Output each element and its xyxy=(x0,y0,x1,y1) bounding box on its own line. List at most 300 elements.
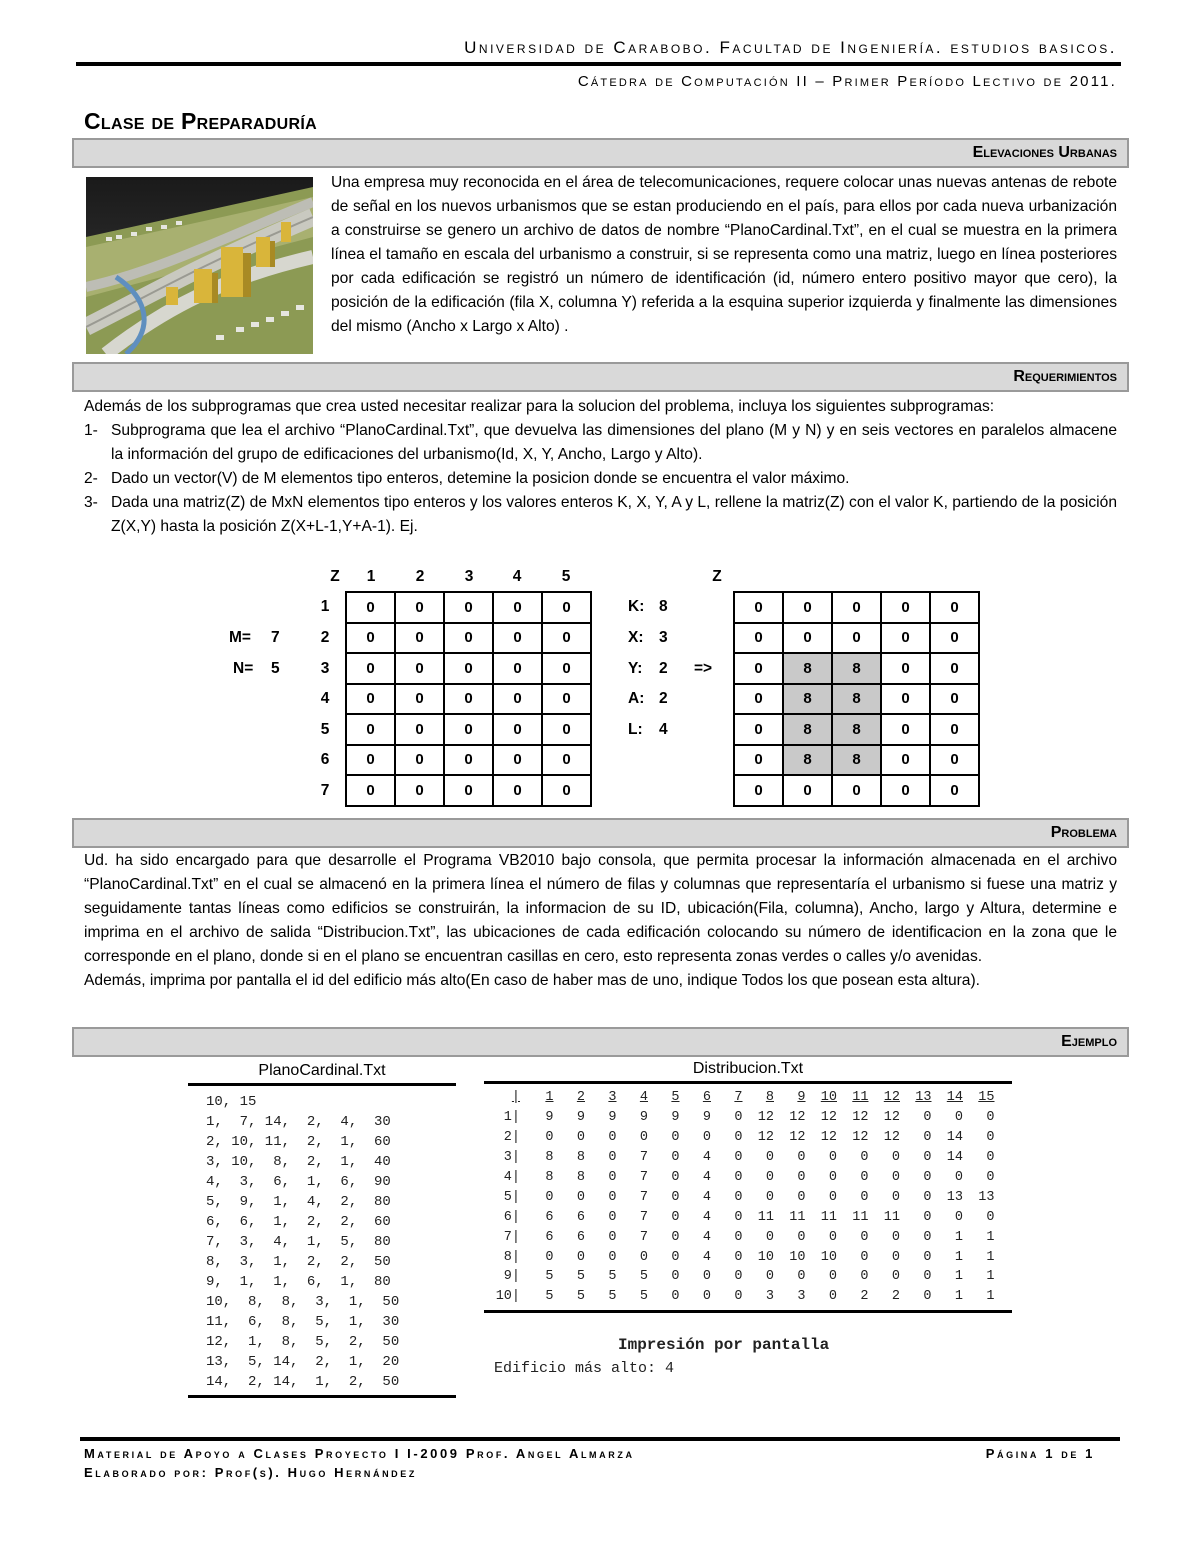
distribucion-cell: 8 xyxy=(545,1150,554,1166)
plano-line: 4, 3, 6, 1, 6, 90 xyxy=(206,1174,391,1190)
matrix-z-label: Z xyxy=(330,568,340,585)
distribucion-cell: 0 xyxy=(828,1150,837,1166)
distribucion-cell: 0 xyxy=(797,1269,806,1285)
distribucion-cell: 14 xyxy=(946,1130,963,1146)
matrix-cell: 0 xyxy=(930,684,979,715)
distribucion-cell: 0 xyxy=(954,1110,963,1126)
distribucion-cell: 4 xyxy=(702,1170,711,1185)
distribucion-cell: 0 xyxy=(734,1130,743,1146)
distribucion-row-label: 1| xyxy=(503,1110,520,1126)
matrix-row xyxy=(346,623,591,654)
distribucion-cell: 6 xyxy=(545,1229,554,1245)
distribucion-row-label: 4| xyxy=(503,1170,520,1185)
matrix-cell: 0 xyxy=(881,714,930,745)
matrix-cell: 0 xyxy=(783,592,832,623)
distribucion-cell: 0 xyxy=(923,1189,932,1205)
matrix-cell: 0 xyxy=(395,653,444,684)
matrix-cell: 0 xyxy=(395,592,444,623)
distribucion-row-label: 8| xyxy=(503,1249,520,1265)
distribucion-cell: 11 xyxy=(757,1209,774,1225)
distribucion-cell: 0 xyxy=(891,1269,900,1285)
distribucion-cell: 0 xyxy=(671,1209,680,1225)
matrix-cell: 0 xyxy=(346,592,395,623)
distribucion-cell: 0 xyxy=(986,1150,995,1166)
matrix-cell: 8 xyxy=(832,714,881,745)
distribucion-cell: 10 xyxy=(820,1249,837,1265)
distribucion-col-header: 12 xyxy=(883,1090,900,1106)
matrix-cell: 8 xyxy=(783,653,832,684)
matrix-cell: 0 xyxy=(930,592,979,623)
distribucion-row-label: 9| xyxy=(503,1269,520,1285)
distribucion-cell: 11 xyxy=(789,1209,806,1225)
distribucion-cell: 6 xyxy=(545,1209,554,1225)
distribucion-cell: 7 xyxy=(639,1189,648,1205)
matrix-cell: 0 xyxy=(346,684,395,715)
distribucion-cell: 1 xyxy=(986,1229,995,1245)
n-value: 5 xyxy=(271,660,280,677)
distribucion-cell: 0 xyxy=(671,1269,680,1285)
page-title: Clase de Preparaduría xyxy=(84,108,317,134)
distribucion-cell: 0 xyxy=(702,1130,711,1146)
distribucion-row xyxy=(484,1267,995,1287)
distribucion-row xyxy=(484,1168,995,1188)
matrix-row xyxy=(734,684,979,715)
distribucion-cell: 0 xyxy=(608,1150,617,1166)
problem-paragraph: Ud. ha sido encargado para que desarrolle el Programa VB2010 bajo consola, que permita procesar la información almacenada en el archivo “PlanoCardinal.Txt” en el cual se almacenó en la primera línea el número de filas y columnas que representaría el urbanismo si fuese una matriz y seguidamente tantas líneas como edificios se construirán, la informacion de su ID, ubicación(Fila, columna), Ancho, largo y Altura, determine e imprima en el archivo de salida “Distribucion.Txt”, las ubicaciones de cada edificación colocando su número de identificacion en la zona que le corresponde en el plano, donde si en el plano se encuentran casillas en cero, esto representa zonas verdes o calles y/o avenidas. xyxy=(84,852,1117,965)
matrix-cell: 0 xyxy=(783,623,832,654)
plano-line: 8, 3, 1, 2, 2, 50 xyxy=(206,1254,391,1270)
distribucion-cell: 0 xyxy=(576,1130,585,1146)
distribucion-cell: 5 xyxy=(608,1269,617,1285)
matrix-z-label-result: Z xyxy=(712,568,722,585)
distribucion-col-header: 1 xyxy=(545,1090,554,1106)
distribucion-cell: 0 xyxy=(828,1189,837,1205)
matrix-cell: 0 xyxy=(493,775,542,806)
matrix-row-header: 2 xyxy=(320,629,330,646)
matrix-cell: 8 xyxy=(832,684,881,715)
problem-paragraph: Además, imprima por pantalla el id del edificio más alto(En caso de haber mas de uno, indique Todos los que posean esta altura). xyxy=(84,972,981,989)
intro-paragraph xyxy=(331,171,1117,339)
distribucion-cell: 0 xyxy=(545,1189,554,1205)
matrix-cell: 0 xyxy=(542,745,591,776)
distribucion-cell: 0 xyxy=(828,1170,837,1185)
matrix-cell: 0 xyxy=(444,592,493,623)
distribucion-cell: 1 xyxy=(954,1229,963,1245)
distribucion-col-header: 15 xyxy=(978,1090,995,1106)
distribucion-cell: 0 xyxy=(891,1189,900,1205)
distribucion-cell: 7 xyxy=(639,1170,648,1185)
distribucion-cell: 6 xyxy=(576,1229,585,1245)
distribucion-cell: 6 xyxy=(576,1209,585,1225)
matrix-cell: 0 xyxy=(930,745,979,776)
distribucion-cell: 0 xyxy=(923,1170,932,1185)
requirement-text: Dado un vector(V) de M elementos tipo enteros, detemine la posicion donde se encuentra el valor máximo. xyxy=(111,470,850,487)
matrix-cell: 0 xyxy=(444,623,493,654)
distribucion-cell: 0 xyxy=(828,1229,837,1245)
requirement-number: 1- xyxy=(84,422,98,439)
distribucion-cell: 0 xyxy=(891,1170,900,1185)
requirement-item xyxy=(84,419,1117,467)
distribucion-cell: 5 xyxy=(576,1269,585,1285)
distribucion-cell: 0 xyxy=(891,1229,900,1245)
distribucion-cell: 0 xyxy=(923,1269,932,1285)
distribucion-cell: 0 xyxy=(797,1229,806,1245)
distribucion-cell: 0 xyxy=(860,1189,869,1205)
distribucion-cell: 7 xyxy=(639,1150,648,1166)
distribucion-file-title: Distribucion.Txt xyxy=(692,1060,804,1077)
distribucion-cell: 12 xyxy=(757,1110,774,1126)
city-model-illustration xyxy=(86,177,313,354)
distribucion-cell: 0 xyxy=(986,1170,995,1185)
matrix-cell: 0 xyxy=(734,775,783,806)
distribucion-cell: 11 xyxy=(820,1209,837,1225)
matrix-cell: 0 xyxy=(444,684,493,715)
distribucion-cell: 12 xyxy=(852,1130,869,1146)
requirement-item xyxy=(84,467,1117,491)
distribucion-cell: 0 xyxy=(734,1289,743,1305)
distribucion-row-label: 6| xyxy=(503,1209,520,1225)
matrix-row xyxy=(346,684,591,715)
distribucion-cell: 11 xyxy=(852,1209,869,1225)
distribucion-cell: 0 xyxy=(923,1249,932,1265)
distribucion-cell: 2 xyxy=(891,1289,900,1305)
distribucion-cell: 0 xyxy=(702,1289,711,1305)
distribucion-cell: 3 xyxy=(765,1289,774,1305)
urban-render-image xyxy=(86,177,313,354)
distribucion-table xyxy=(484,1088,995,1307)
matrix-cell: 0 xyxy=(346,745,395,776)
plano-line: 2, 10, 11, 2, 1, 60 xyxy=(206,1134,391,1150)
distribucion-row-label: 5| xyxy=(503,1189,520,1205)
plano-line: 11, 6, 8, 5, 1, 30 xyxy=(206,1314,400,1330)
section-elevaciones: Elevaciones Urbanas xyxy=(72,138,1129,168)
plano-line: 6, 6, 1, 2, 2, 60 xyxy=(206,1214,391,1230)
param-key: L: xyxy=(628,721,643,738)
matrix-cell: 0 xyxy=(444,745,493,776)
distribucion-cell: 13 xyxy=(978,1189,995,1205)
matrix-row xyxy=(734,623,979,654)
param-value: 3 xyxy=(659,629,668,646)
distribucion-col-header: 14 xyxy=(946,1090,963,1106)
distribucion-cell: 0 xyxy=(671,1170,680,1185)
matrix-row-header: 6 xyxy=(320,751,330,768)
distribucion-cell: 12 xyxy=(789,1110,806,1126)
distribucion-corner: | xyxy=(511,1090,520,1106)
param-value: 2 xyxy=(659,690,668,707)
distribucion-cell: 0 xyxy=(671,1229,680,1245)
distribucion-cell: 0 xyxy=(734,1110,743,1126)
distribucion-row xyxy=(484,1128,995,1148)
matrix-cell: 0 xyxy=(734,714,783,745)
matrix-row-header: 7 xyxy=(320,782,330,799)
distribucion-cell: 8 xyxy=(545,1170,554,1185)
distribucion-cell: 0 xyxy=(671,1189,680,1205)
distribucion-cell: 0 xyxy=(954,1170,963,1185)
matrix-cell: 0 xyxy=(734,592,783,623)
distribucion-cell: 11 xyxy=(883,1209,900,1225)
matrix-row-header: 3 xyxy=(320,660,330,677)
plano-line: 13, 5, 14, 2, 1, 20 xyxy=(206,1354,400,1370)
distribucion-cell: 0 xyxy=(765,1269,774,1285)
matrix-cell: 0 xyxy=(444,653,493,684)
distribucion-cell: 1 xyxy=(986,1269,995,1285)
matrix-row xyxy=(734,775,979,806)
distribucion-cell: 0 xyxy=(734,1249,743,1265)
distribucion-col-header: 9 xyxy=(797,1090,806,1106)
matrix-cell: 8 xyxy=(783,745,832,776)
plano-line: 9, 1, 1, 6, 1, 80 xyxy=(206,1274,391,1290)
distribucion-cell: 0 xyxy=(797,1150,806,1166)
intro-text: Una empresa muy reconocida en el área de telecomunicaciones, requere colocar unas nuevas antenas de rebote de señal en los nuevos urbanismos que se estan produciendo en el país, para ellos por cada nueva urbanización a construirse se genero un archivo de datos de nombre “PlanoCardinal.Txt”, en el cual se muestra en la primera línea el tamaño en escala del urbanismo a construir, si se representa como una matriz, luego en línea posteriores por cada edificación se registró un número de identificación (id, número entero positivo mayor que cero), la posición de la edificación (fila X, columna Y) referida a la esquina superior izquierda y finalmente las dimensiones del mismo (Ancho x Largo x Alto) . xyxy=(331,174,1117,335)
distribucion-cell: 0 xyxy=(860,1170,869,1185)
matrix-col-header: 4 xyxy=(512,568,522,585)
matrix-cell: 0 xyxy=(346,623,395,654)
matrix-cell: 0 xyxy=(542,592,591,623)
distribucion-cell: 0 xyxy=(702,1269,711,1285)
matrix-cell: 0 xyxy=(881,653,930,684)
matrix-cell: 0 xyxy=(444,714,493,745)
distribucion-cell: 0 xyxy=(797,1170,806,1185)
matrix-cell: 0 xyxy=(395,623,444,654)
matrix-cell: 0 xyxy=(395,714,444,745)
header-course: Cátedra de Computación II – Primer Período Lectivo de 2011. xyxy=(577,73,1117,90)
matrix-output xyxy=(733,591,980,807)
distribucion-cell: 1 xyxy=(986,1289,995,1305)
distribucion-cell: 0 xyxy=(576,1249,585,1265)
matrix-col-header: 2 xyxy=(415,568,425,585)
distribucion-cell: 0 xyxy=(639,1130,648,1146)
distribucion-cell: 10 xyxy=(757,1249,774,1265)
distribucion-col-header: 2 xyxy=(576,1090,585,1106)
distribucion-cell: 8 xyxy=(576,1170,585,1185)
distribucion-cell: 0 xyxy=(765,1189,774,1205)
distribucion-cell: 0 xyxy=(860,1150,869,1166)
matrix-cell: 0 xyxy=(832,592,881,623)
section-problema: Problema xyxy=(72,818,1129,848)
requirements-intro: Además de los subprogramas que crea usted necesitar realizar para la solucion del problema, incluya los siguientes subprogramas: xyxy=(84,398,995,415)
distribucion-row xyxy=(484,1227,995,1247)
matrix-cell: 0 xyxy=(930,653,979,684)
matrix-cell: 0 xyxy=(444,775,493,806)
distribucion-cell: 8 xyxy=(576,1150,585,1166)
screen-output-title: Impresión por pantalla xyxy=(618,1336,830,1354)
matrix-cell: 0 xyxy=(493,745,542,776)
distribucion-cell: 0 xyxy=(923,1110,932,1126)
distribucion-row xyxy=(484,1108,995,1128)
distribucion-cell: 0 xyxy=(608,1229,617,1245)
distribucion-cell: 0 xyxy=(860,1249,869,1265)
distribucion-cell: 4 xyxy=(702,1209,711,1225)
matrix-cell: 0 xyxy=(395,775,444,806)
distribucion-cell: 12 xyxy=(852,1110,869,1126)
distribucion-cell: 0 xyxy=(608,1249,617,1265)
matrix-row xyxy=(346,745,591,776)
distribucion-cell: 0 xyxy=(734,1189,743,1205)
distribucion-cell: 0 xyxy=(923,1289,932,1305)
matrix-row xyxy=(734,653,979,684)
param-value: 8 xyxy=(659,598,668,615)
param-value: 2 xyxy=(659,660,668,677)
plano-file-title: PlanoCardinal.Txt xyxy=(258,1062,386,1079)
distribucion-cell: 0 xyxy=(671,1150,680,1166)
distribucion-cell: 0 xyxy=(828,1269,837,1285)
matrix-cell: 0 xyxy=(493,623,542,654)
matrix-row xyxy=(734,592,979,623)
param-key: K: xyxy=(628,598,645,615)
distribucion-cell: 4 xyxy=(702,1150,711,1166)
distribucion-col-header: 7 xyxy=(734,1090,743,1106)
matrix-cell: 0 xyxy=(493,714,542,745)
matrix-cell: 8 xyxy=(832,653,881,684)
matrix-cell: 0 xyxy=(395,684,444,715)
distribucion-cell: 9 xyxy=(702,1110,711,1126)
distribucion-col-header: 3 xyxy=(608,1090,617,1106)
distribucion-cell: 0 xyxy=(860,1269,869,1285)
distribucion-cell: 0 xyxy=(608,1130,617,1146)
distribucion-cell: 0 xyxy=(545,1130,554,1146)
matrix-cell: 0 xyxy=(734,684,783,715)
matrix-cell: 0 xyxy=(734,653,783,684)
distribucion-col-header: 13 xyxy=(915,1090,932,1106)
distribucion-cell: 12 xyxy=(820,1130,837,1146)
distribucion-col-header: 11 xyxy=(852,1090,869,1106)
matrix-cell: 0 xyxy=(881,592,930,623)
distribucion-cell: 0 xyxy=(734,1229,743,1245)
matrix-col-header: 5 xyxy=(561,568,571,585)
distribucion-row-label: 2| xyxy=(503,1130,520,1146)
problem-text xyxy=(84,849,1117,993)
distribucion-cell: 12 xyxy=(820,1110,837,1126)
matrix-cell: 0 xyxy=(930,775,979,806)
distribucion-cell: 0 xyxy=(923,1150,932,1166)
distribucion-cell: 1 xyxy=(986,1249,995,1265)
distribucion-cell: 5 xyxy=(608,1289,617,1305)
distribucion-cell: 0 xyxy=(986,1130,995,1146)
requirement-text: Dada una matriz(Z) de MxN elementos tipo enteros y los valores enteros K, X, Y, A y L, rellene la matriz(Z) con el valor K, partiendo de la posición Z(X,Y) hasta la posición Z(X+L-1,Y+A-1). Ej. xyxy=(111,494,1117,535)
distribucion-col-header: 6 xyxy=(702,1090,711,1106)
plano-line: 1, 7, 14, 2, 4, 30 xyxy=(206,1114,391,1130)
matrix-cell: 8 xyxy=(783,684,832,715)
matrix-row-header: 1 xyxy=(320,598,330,615)
distribucion-file-box xyxy=(484,1081,1012,1313)
distribucion-cell: 7 xyxy=(639,1209,648,1225)
matrix-col-header: 3 xyxy=(464,568,474,585)
matrix-row xyxy=(734,714,979,745)
header-university: Universidad de Carabobo. Facultad de Ingeniería. estudios basicos. xyxy=(464,38,1117,57)
plano-line: 10, 15 xyxy=(206,1094,257,1110)
matrix-row-header: 5 xyxy=(320,721,330,738)
matrix-cell: 0 xyxy=(346,714,395,745)
requirement-number: 2- xyxy=(84,470,98,487)
distribucion-cell: 4 xyxy=(702,1229,711,1245)
matrix-row xyxy=(346,775,591,806)
distribucion-cell: 9 xyxy=(639,1110,648,1126)
distribucion-row xyxy=(484,1247,995,1267)
matrix-cell: 0 xyxy=(346,775,395,806)
distribucion-cell: 0 xyxy=(608,1209,617,1225)
distribucion-cell: 0 xyxy=(734,1209,743,1225)
matrix-cell: 0 xyxy=(832,623,881,654)
plano-file-box xyxy=(188,1083,456,1398)
matrix-cell: 0 xyxy=(542,653,591,684)
arrow-symbol: => xyxy=(694,660,713,677)
distribucion-row xyxy=(484,1287,995,1307)
m-value: 7 xyxy=(271,629,280,646)
plano-line: 12, 1, 8, 5, 2, 50 xyxy=(206,1334,400,1350)
distribucion-cell: 1 xyxy=(954,1289,963,1305)
matrix-cell: 0 xyxy=(542,714,591,745)
distribucion-cell: 9 xyxy=(576,1110,585,1126)
requirement-text: Subprograma que lea el archivo “PlanoCardinal.Txt”, que devuelva las dimensiones del plano (M y N) y en seis vectores en paralelos almacene la información del grupo de edificaciones del urbanismo(Id, X, Y, Ancho, Largo y Alto). xyxy=(111,422,1117,463)
distribucion-col-header: 10 xyxy=(820,1090,837,1106)
distribucion-cell: 0 xyxy=(671,1249,680,1265)
matrix-cell: 0 xyxy=(542,623,591,654)
distribucion-cell: 0 xyxy=(891,1249,900,1265)
plano-line: 5, 9, 1, 4, 2, 80 xyxy=(206,1194,391,1210)
distribucion-cell: 0 xyxy=(608,1170,617,1185)
section-requerimientos: Requerimientos xyxy=(72,362,1129,392)
distribucion-cell: 5 xyxy=(639,1269,648,1285)
distribucion-cell: 0 xyxy=(639,1249,648,1265)
distribucion-cell: 0 xyxy=(734,1170,743,1185)
matrix-cell: 0 xyxy=(542,684,591,715)
distribucion-cell: 5 xyxy=(576,1289,585,1305)
distribucion-cell: 0 xyxy=(734,1150,743,1166)
matrix-input xyxy=(345,591,592,807)
distribucion-cell: 0 xyxy=(923,1130,932,1146)
footer-page-number: Página 1 de 1 xyxy=(985,1446,1095,1461)
distribucion-row xyxy=(484,1148,995,1168)
distribucion-cell: 5 xyxy=(545,1289,554,1305)
distribucion-cell: 7 xyxy=(639,1229,648,1245)
distribucion-cell: 12 xyxy=(883,1130,900,1146)
distribucion-cell: 0 xyxy=(765,1170,774,1185)
plano-line: 7, 3, 4, 1, 5, 80 xyxy=(206,1234,391,1250)
matrix-cell: 0 xyxy=(881,684,930,715)
distribucion-cell: 0 xyxy=(545,1249,554,1265)
distribucion-row-label: 3| xyxy=(503,1150,520,1166)
requirement-number: 3- xyxy=(84,494,98,511)
matrix-row xyxy=(346,714,591,745)
matrix-cell: 8 xyxy=(783,714,832,745)
distribucion-cell: 12 xyxy=(883,1110,900,1126)
distribucion-row-label: 7| xyxy=(503,1229,520,1245)
distribucion-cell: 13 xyxy=(946,1189,963,1205)
plano-line: 3, 10, 8, 2, 1, 40 xyxy=(206,1154,391,1170)
matrix-cell: 0 xyxy=(734,623,783,654)
matrix-cell: 0 xyxy=(346,653,395,684)
matrix-cell: 0 xyxy=(493,684,542,715)
matrix-cell: 0 xyxy=(542,775,591,806)
distribucion-cell: 2 xyxy=(860,1289,869,1305)
distribucion-cell: 0 xyxy=(797,1189,806,1205)
matrix-cell: 0 xyxy=(832,775,881,806)
section-ejemplo: Ejemplo xyxy=(72,1027,1129,1057)
matrix-row-header: 4 xyxy=(320,690,330,707)
screen-output-line: Edificio más alto: 4 xyxy=(494,1360,675,1377)
distribucion-cell: 0 xyxy=(765,1229,774,1245)
distribucion-cell: 0 xyxy=(734,1269,743,1285)
matrix-cell: 0 xyxy=(493,592,542,623)
distribucion-cell: 0 xyxy=(954,1209,963,1225)
requirement-item xyxy=(84,491,1117,539)
matrix-cell: 0 xyxy=(395,745,444,776)
matrix-col-header: 1 xyxy=(366,568,376,585)
footer-material: Material de Apoyo a Clases Proyecto I I-2009 Prof. Angel Almarza xyxy=(84,1446,635,1461)
distribucion-cell: 0 xyxy=(765,1150,774,1166)
footer-author: Elaborado por: Prof(s). Hugo Hernández xyxy=(84,1465,417,1480)
plano-line: 14, 2, 14, 1, 2, 50 xyxy=(206,1374,400,1390)
